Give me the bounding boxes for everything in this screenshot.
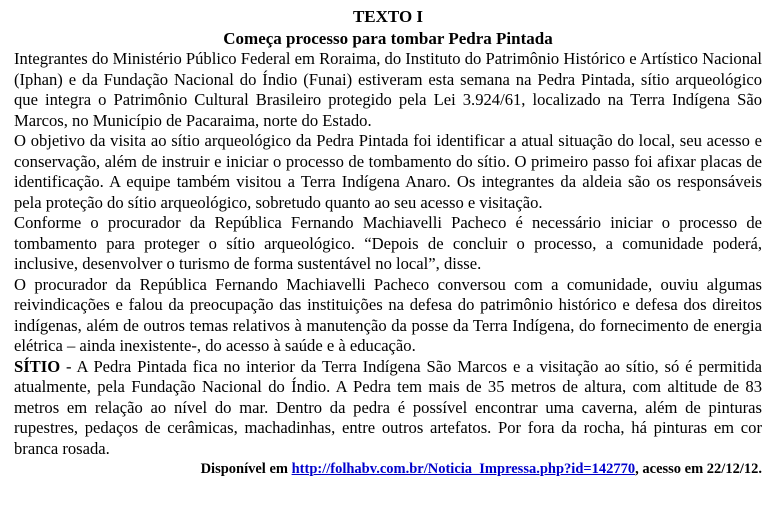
paragraph-5 (14, 357, 762, 460)
paragraph-2 (14, 131, 762, 213)
paragraph-3 (14, 213, 762, 275)
source-suffix: , acesso em 22/12/12. (635, 461, 762, 477)
paragraph-5-text: - A Pedra Pintada fica no interior da Terra Indígena São Marcos e a visitação ao sítio, só é permitida atualmente, pela Fundação Nacional do Índio. A Pedra tem mais de 35 metros de altura, com altitude de 83 metros em relação ao nível do mar. Dentro da pedra é possível encontrar uma caverna, além de pinturas rupestres, pedaços de cerâmicas, machadinhas, entre outros artefatos. Por fora da rocha, há pinturas em cor branca rosada. (14, 356, 762, 458)
paragraph-4-text: O procurador da República Fernando Machiavelli Pacheco conversou com a comunidade, ouviu algumas reivindicações e falou da preocupação das instituições na defesa do patrimônio histórico e defesa dos direitos indígenas, além de outros temas relativos à manutenção da posse da Terra Indígena, do fornecimento de energia elétrica – ainda inexistente-, do acesso à saúde e à educação. (14, 274, 762, 355)
text-label: TEXTO I (352, 7, 424, 26)
paragraph-1 (14, 49, 762, 131)
paragraph-1-text: Integrantes do Ministério Público Federal em Roraima, do Instituto do Patrimônio Histórico e Artístico Nacional (Iphan) e da Fundação Nacional do Índio (Funai) estiveram esta semana na Pedra Pintada, sítio arqueológico que integra o Patrimônio Cultural Brasileiro protegido pela Lei 3.924/61, localizado na Terra Indígena São Marcos, no Município de Pacaraima, norte do Estado. (14, 49, 762, 130)
article-title: Começa processo para tombar Pedra Pintada (223, 29, 553, 48)
paragraph-3-text: Conforme o procurador da República Fernando Machiavelli Pacheco é necessário iniciar o processo de tombamento para proteger o sítio arqueológico. “Depois de concluir o processo, a comunidade poderá, inclusive, desenvolver o turismo de forma sustentável no local”, disse. (14, 213, 762, 273)
source-citation (14, 460, 762, 479)
source-prefix: Disponível em (200, 461, 292, 477)
source-link[interactable]: http://folhabv.com.br/Noticia_Impressa.php?id=142770 (291, 461, 636, 477)
paragraph-2-text: O objetivo da visita ao sítio arqueológico da Pedra Pintada foi identificar a atual situação do local, seu acesso e conservação, além de instruir e iniciar o processo de tombamento do sítio. O primeiro passo foi afixar placas de identificação. A equipe também visitou a Terra Indígena Anaro. Os integrantes da aldeia são os responsáveis pela proteção do sítio arqueológico, sobretudo quanto ao seu acesso e visitação. (14, 131, 762, 212)
paragraph-5-lead: SÍTIO (14, 356, 61, 376)
paragraph-4 (14, 275, 762, 357)
article-body (14, 49, 762, 459)
